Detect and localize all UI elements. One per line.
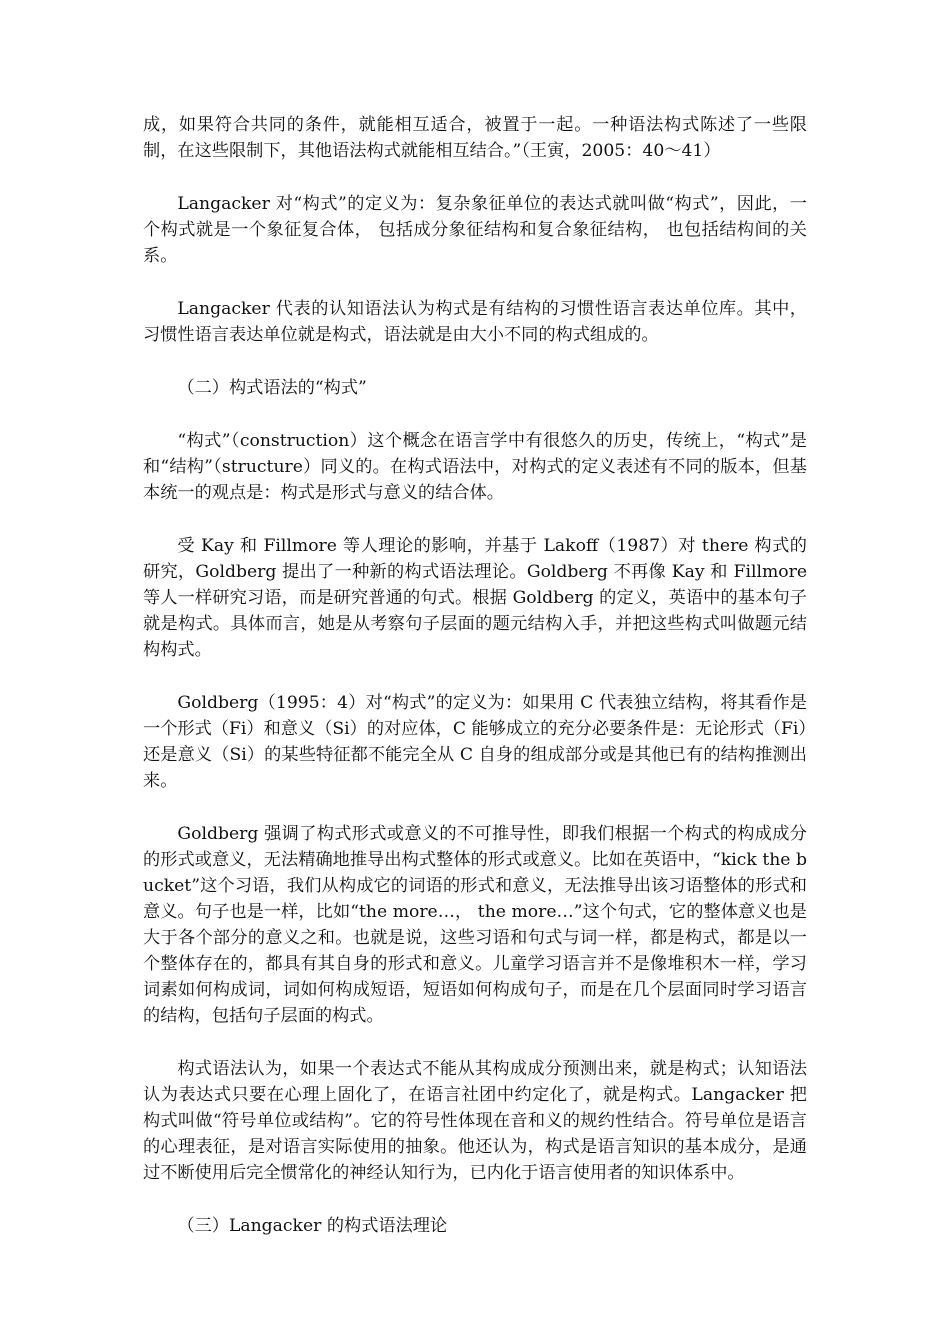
paragraph-langacker-definition: Langacker 对“构式”的定义为：复杂象征单位的表达式就叫做“构式”，因此，一个构式就是一个象征复合体， 包括成分象征结构和复合象征结构， 也包括结构间的关系。	[143, 194, 807, 266]
paragraph-non-derivability: Goldberg 强调了构式形式或意义的不可推导性，即我们根据一个构式的构成成分的形式或意义，无法精确地推导出构式整体的形式或意义。比如在英语中，“kick the bucket”这个习语，我们从构成它的词语的形式和意义，无法推导出该习语整体的形式和意义。句子也是一样，比如“the more…， the more…”这个句式，它的整体意义也是大于各个部分的意义之和。也就是说，这些习语和句式与词一样，都是构式，都是以一个整体存在的，都具有其自身的形式和意义。儿童学习语言并不是像堆积木一样，学习词素如何构成词，词如何构成短语，短语如何构成句子，而是在几个层面同时学习语言的结构，包括句子层面的构式。	[143, 824, 807, 1026]
paragraph-cognitive-grammar: Langacker 代表的认知语法认为构式是有结构的习惯性语言表达单位库。其中，习惯性语言表达单位就是构式，语法就是由大小不同的构式组成的。	[143, 299, 807, 345]
paragraph-goldberg-theory: 受 Kay 和 Fillmore 等人理论的影响，并基于 Lakoff（1987）对 there 构式的研究，Goldberg 提出了一种新的构式语法理论。Goldberg 不再像 Kay 和 Fillmore 等人一样研究习语，而是研究普通的句式。根据 Goldberg 的定义，英语中的基本句子就是构式。具体而言，她是从考察句子层面的题元结构入手，并把这些构式叫做题元结构构式。	[143, 536, 807, 660]
section-heading-3: （三）Langacker 的构式语法理论	[177, 1216, 448, 1236]
section-heading-2: （二）构式语法的“构式”	[177, 378, 367, 398]
paragraph-symbolic-units: 构式语法认为，如果一个表达式不能从其构成成分预测出来，就是构式；认知语法认为表达式只要在心理上固化了，在语言社团中约定化了，就是构式。Langacker 把构式叫做“符号单位或结构”。它的符号性体现在音和义的规约性结合。符号单位是语言的心理表征，是对语言实际使用的抽象。他还认为，构式是语言知识的基本成分，是通过不断使用后完全惯常化的神经认知行为，已内化于语言使用者的知识体系中。	[143, 1059, 807, 1183]
document-page	[143, 112, 807, 1266]
paragraph-construction-concept: “构式”（construction）这个概念在语言学中有很悠久的历史，传统上，“构式”是和“结构”（structure）同义的。在构式语法中，对构式的定义表述有不同的版本，但基本统一的观点是：构式是形式与意义的结合体。	[143, 431, 807, 503]
paragraph-goldberg-definition: Goldberg（1995：4）对“构式”的定义为：如果用 C 代表独立结构，将其看作是一个形式（Fi）和意义（Si）的对应体，C 能够成立的充分必要条件是：无论形式（Fi）还是意义（Si）的某些特征都不能完全从 C 自身的组成部分或是其他已有的结构推测出来。	[143, 693, 807, 791]
paragraph-continuation: 成，如果符合共同的条件，就能相互适合，被置于一起。一种语法构式陈述了一些限制，在这些限制下，其他语法构式就能相互结合。”（王寅，2005：40～41）	[143, 115, 807, 161]
